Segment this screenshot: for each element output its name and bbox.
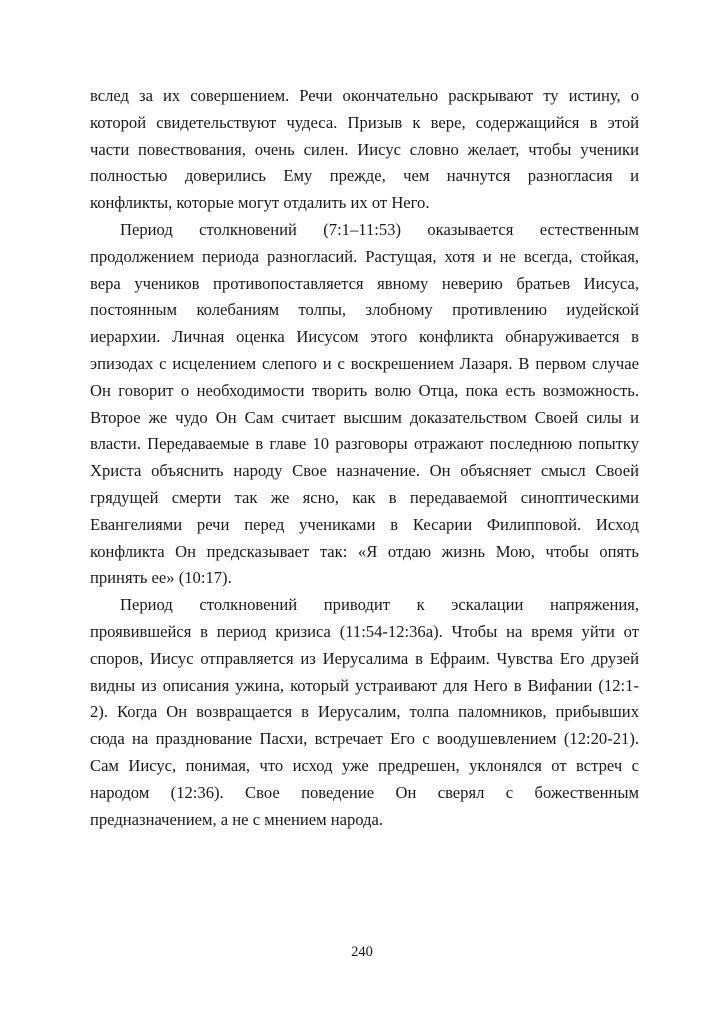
- paragraph-3: [90, 592, 639, 833]
- text-line: Период столкновений приводит к эскалации напряжения,: [120, 595, 639, 615]
- text-line: которой свидетельствуют чудеса. Призыв к вере, содержащийся в этой: [90, 112, 639, 132]
- text-line: власти. Передаваемые в главе 10 разговоры отражают последнюю попытку: [90, 434, 639, 454]
- text-line: Евангелиями речи перед учениками в Кесарии Филипповой. Исход: [90, 514, 639, 534]
- text-line: эпизодах с исцелением слепого и с воскрешением Лазаря. В первом случае: [90, 353, 639, 373]
- text-line: иерархии. Личная оценка Иисусом этого конфликта обнаруживается в: [90, 327, 639, 347]
- text-line: Период столкновений (7:1–11:53) оказывается естественным: [120, 219, 639, 239]
- text-line: продолжением периода разногласий. Растущая, хотя и не всегда, стойкая,: [90, 246, 639, 266]
- text-line: споров, Иисус отправляется из Иерусалима в Ефраим. Чувства Его друзей: [90, 648, 639, 668]
- text-line: постоянным колебаниям толпы, злобному противлению иудейской: [90, 300, 639, 320]
- text-line: принять ее» (10:17).: [90, 568, 232, 588]
- text-line: предназначением, а не с мнением народа.: [90, 809, 384, 829]
- paragraph-2: [90, 217, 639, 592]
- text-line: сюда на празднование Пасхи, встречает Его с воодушевлением (12:20-21).: [90, 729, 639, 749]
- text-line: части повествования, очень силен. Иисус словно желает, чтобы ученики: [90, 139, 639, 159]
- text-line: Сам Иисус, понимая, что исход уже предрешен, уклонялся от встреч с: [90, 755, 639, 775]
- text-line: Он говорит о необходимости творить волю Отца, пока есть возможность.: [90, 380, 639, 400]
- text-line: вера учеников противопоставляется явному неверию братьев Иисуса,: [90, 273, 639, 293]
- text-line: народом (12:36). Свое поведение Он сверял с божественным: [90, 782, 639, 802]
- text-line: полностью доверились Ему прежде, чем начнутся разногласия и: [90, 166, 639, 186]
- paragraph-1: [90, 83, 639, 217]
- text-line: проявившейся в период кризиса (11:54-12:36а). Чтобы на время уйти от: [90, 621, 639, 641]
- page-number: 240: [351, 944, 373, 960]
- text-line: конфликты, которые могут отдалить их от Него.: [90, 193, 430, 213]
- text-line: вслед за их совершением. Речи окончательно раскрывают ту истину, о: [90, 86, 639, 105]
- text-line: Христа объяснить народу Свое назначение. Он объясняет смысл Своей: [90, 461, 639, 481]
- document-body: [90, 83, 639, 983]
- text-line: конфликта Он предсказывает так: «Я отдаю жизнь Мою, чтобы опять: [90, 541, 639, 561]
- text-line: видны из описания ужина, который устраивают для Него в Вифании (12:1-: [90, 675, 639, 695]
- text-line: 2). Когда Он возвращается в Иерусалим, толпа паломников, прибывших: [90, 702, 639, 722]
- text-line: Второе же чудо Он Сам считает высшим доказательством Своей силы и: [90, 407, 639, 427]
- text-line: грядущей смерти так же ясно, как в передаваемой синоптическими: [90, 487, 639, 507]
